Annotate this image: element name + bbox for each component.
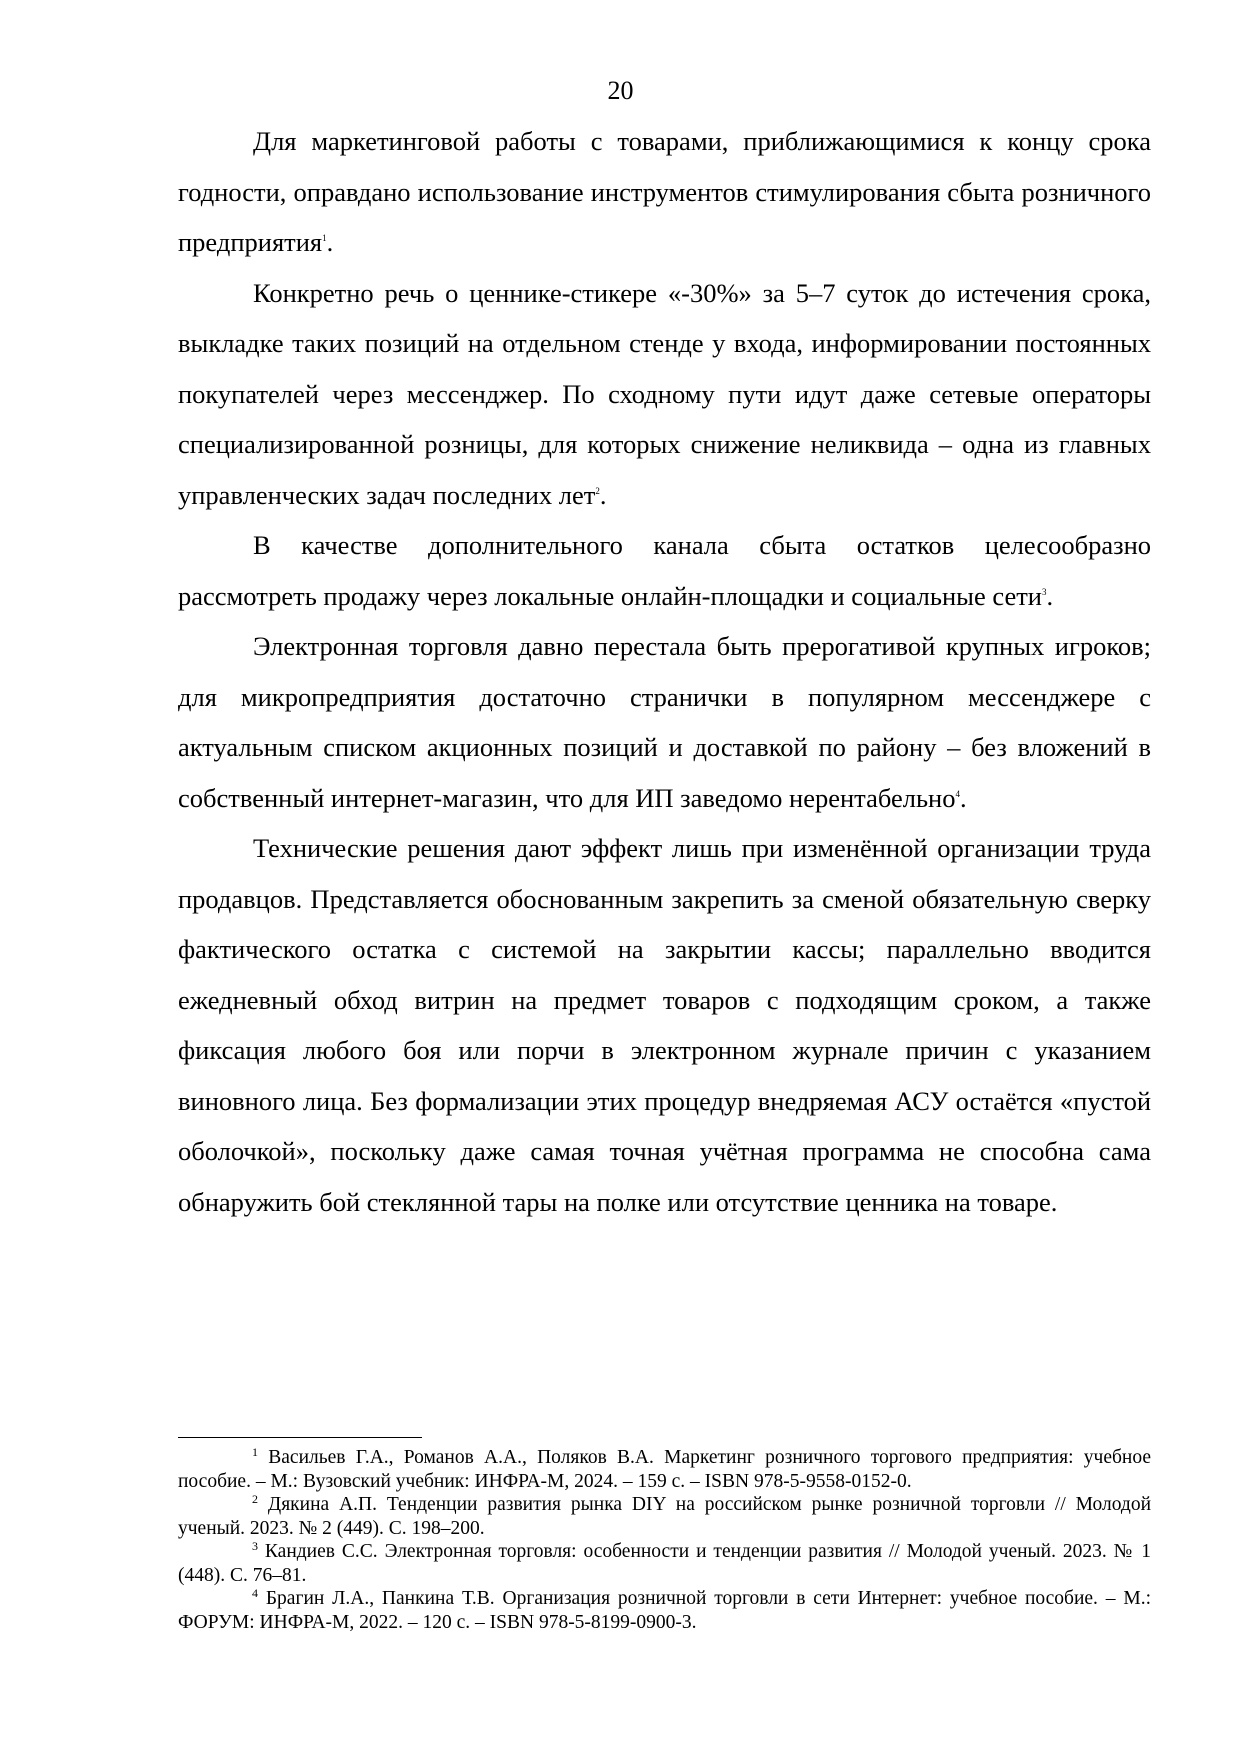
- footnote-ref: 4: [955, 788, 960, 799]
- footnote-text: Брагин Л.А., Панкина Т.В. Организация розничной торговли в сети Интернет: учебное пособие. – М.: ФОРУМ: ИНФРА-М, 2022. – 120 с. – ISBN 978-5-8199-0900-3.: [178, 1588, 1151, 1633]
- footnote-separator: [178, 1437, 422, 1438]
- footnote-ref: 2: [595, 485, 600, 496]
- paragraph-tail: .: [599, 479, 607, 510]
- footnote-mark: 3: [252, 1539, 258, 1553]
- footnote-text: Васильев Г.А., Романов А.А., Поляков В.А. Маркетинг розничного торгового предприятия: учебное пособие. – М.: Вузовский учебник: ИНФРА-М, 2024. – 159 с. – ISBN 978-5-9558-0152-0.: [178, 1447, 1152, 1492]
- footnote-2: [178, 1493, 1151, 1540]
- footnote-mark: 1: [252, 1445, 258, 1459]
- paragraph-tail: .: [1046, 580, 1054, 611]
- footnote-4: [178, 1587, 1151, 1634]
- paragraph-3: [178, 520, 1151, 621]
- paragraph-text: Конкретно речь о ценнике-стикере «-30%» за 5–7 суток до истечения срока, выкладке таких позиций на отдельном стенде у входа, информировании постоянных покупателей через мессенджер. По сходному пути идут даже сетевые операторы специализированной розницы, для которых снижение неликвида – одна из главных управленческих задач последних лет: [178, 277, 1151, 510]
- footnotes: [178, 1446, 1151, 1634]
- paragraph-4: [178, 621, 1151, 823]
- footnote-ref: 1: [322, 233, 327, 243]
- footnote-3: [178, 1540, 1151, 1587]
- footnote-1: [178, 1446, 1151, 1493]
- paragraph-1: [178, 116, 1151, 268]
- paragraph-text: Электронная торговля давно перестала быть прерогативой крупных игроков; для микропредприятия достаточно странички в популярном мессенджере с актуальным списком акционных позиций и доставкой по району – без вложений в собственный интернет-магазин, что для ИП заведомо нерентабельно: [178, 631, 1151, 813]
- paragraph-5: [178, 823, 1151, 1227]
- paragraph-text: В качестве дополнительного канала сбыта остатков целесообразно рассмотреть продажу через локальные онлайн-площадки и социальные сети: [178, 530, 1151, 611]
- footnote-mark: 4: [252, 1586, 258, 1600]
- paragraph-text: Технические решения дают эффект лишь при изменённой организации труда продавцов. Представляется обоснованным закрепить за сменой обязательную сверку фактического остатка с системой на закрытии кассы; параллельно вводится ежедневный обход витрин на предмет товаров с подходящим сроком, а также фиксация любого боя или порчи в электронном журнале причин с указанием виновного лица. Без формализации этих процедур внедряемая АСУ остаётся «пустой оболочкой», поскольку даже самая точная учётная программа не способна сама обнаружить бой стеклянной тары на полке или отсутствие ценника на товаре.: [178, 833, 1151, 1217]
- footnote-ref: 3: [1041, 586, 1047, 597]
- footnote-text: Дякина А.П. Тенденции развития рынка DIY на российском рынке розничной торговли // Молодой ученый. 2023. № 2 (449). С. 198–200.: [178, 1494, 1152, 1539]
- footnote-text: Кандиев С.С. Электронная торговля: особенности и тенденции развития // Молодой ученый. 2023. № 1 (448). С. 76–81.: [178, 1541, 1151, 1586]
- paragraph-2: [178, 268, 1151, 521]
- paragraph-tail: .: [326, 227, 334, 257]
- paragraph-tail: .: [959, 782, 967, 813]
- footnote-mark: 2: [252, 1492, 258, 1506]
- page-number: 20: [607, 76, 634, 105]
- body-text: [178, 116, 1151, 1227]
- paragraph-text: Для маркетинговой работы с товарами, приближающимися к концу срока годности, оправдано использование инструментов стимулирования сбыта розничного предприятия: [178, 126, 1151, 257]
